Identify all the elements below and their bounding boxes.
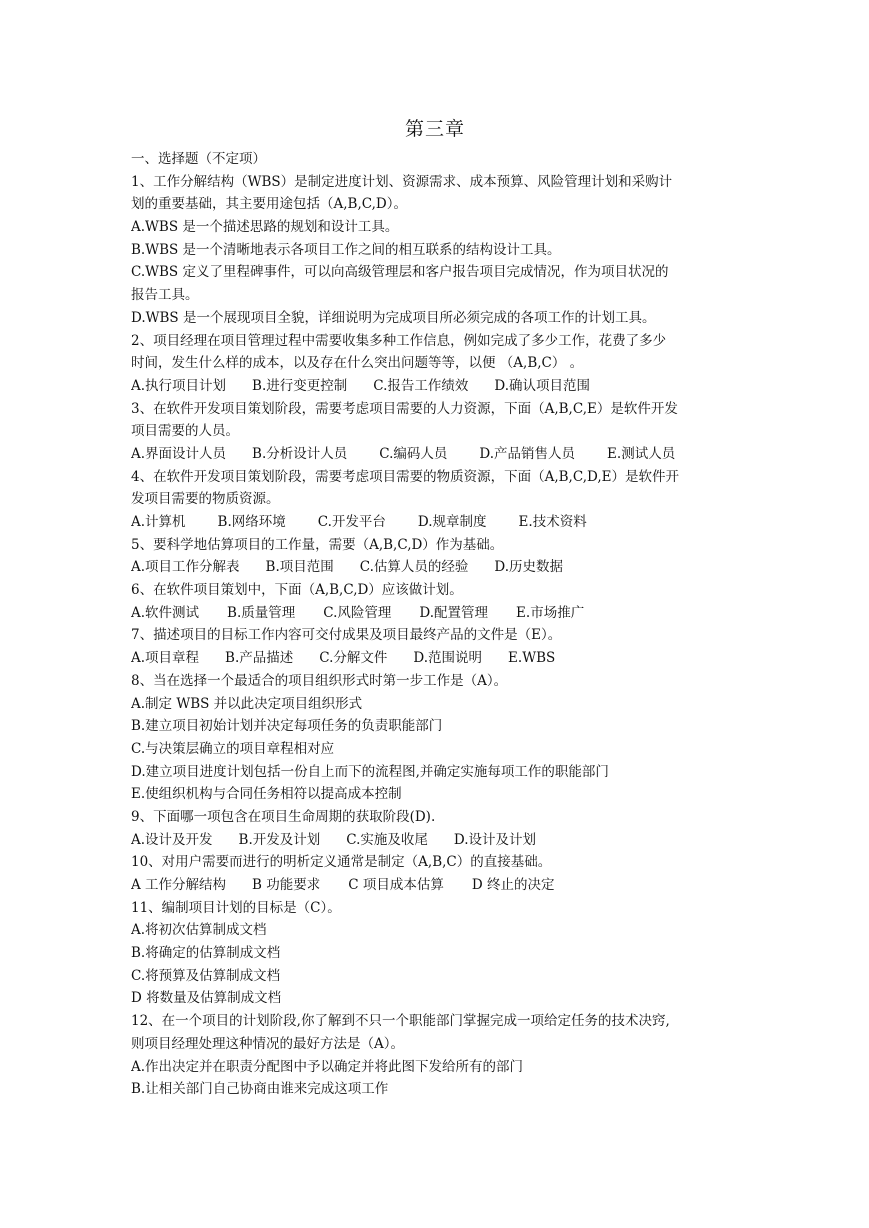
text-line: C.WBS 定义了里程碑事件，可以向高级管理层和客户报告项目完成情况，作为项目状况的: [131, 264, 669, 281]
answer-option: E.WBS: [508, 650, 556, 667]
text-line: C.与决策层确立的项目章程相对应: [131, 740, 335, 757]
text-line: 6、在软件项目策划中，下面（A,B,C,D）应该做计划。: [131, 582, 463, 599]
text-line: 8、当在选择一个最适合的项目组织形式时第一步工作是（A）。: [131, 672, 508, 689]
option-row: [131, 647, 739, 670]
document-body: [131, 148, 739, 1101]
answer-option: D 终止的决定: [471, 877, 555, 893]
option-row: [131, 829, 739, 852]
option-row: [131, 443, 739, 466]
text-line: 12、在一个项目的计划阶段,你了解到不只一个职能部门掌握完成一项给定任务的技术决窍,: [131, 1013, 670, 1030]
answer-option: E.市场推广: [516, 604, 585, 621]
option-row: [131, 556, 739, 579]
text-line: 2、项目经理在项目管理过程中需要收集多种工作信息，例如完成了多少工作，花费了多少: [131, 332, 667, 349]
answer-option: D.确认项目范围: [494, 377, 591, 394]
text-line: 一、选择题（不定项）: [131, 151, 266, 167]
text-line: D.建立项目进度计划包括一份自上而下的流程图,并确定实施每项工作的职能部门: [131, 763, 609, 780]
text-line: B.建立项目初始计划并决定每项任务的负责职能部门: [131, 718, 443, 735]
text-line: 7、描述项目的目标工作内容可交付成果及项目最终产品的文件是（E）。: [131, 627, 562, 644]
answer-option: C 项目成本估算: [348, 877, 444, 893]
text-line: A.将初次估算制成文档: [131, 922, 267, 939]
text-line: 则项目经理处理这种情况的最好方法是（A）。: [131, 1035, 404, 1052]
answer-option: B.进行变更控制: [252, 377, 348, 394]
answer-option: E.测试人员: [607, 445, 676, 462]
answer-option: C.实施及收尾: [346, 831, 428, 848]
text-line: 4、在软件开发项目策划阶段，需要考虑项目需要的物质资源，下面（A,B,C,D,E）是软件开: [131, 468, 679, 485]
answer-option: A.项目章程: [131, 650, 200, 667]
answer-option: A.计算机: [131, 514, 186, 530]
text-line: E.使组织机构与合同任务相符以提高成本控制: [131, 786, 402, 803]
document-page: [131, 112, 739, 1101]
answer-option: C.开发平台: [317, 514, 386, 530]
answer-option: D.配置管理: [419, 604, 489, 621]
answer-option: D.规章制度: [417, 514, 487, 530]
answer-option: A.设计及开发: [131, 831, 213, 848]
text-line: 10、对用户需要而进行的明析定义通常是制定（A,B,C）的直接基础。: [131, 854, 552, 871]
option-row: [131, 602, 739, 625]
answer-option: A.执行项目计划: [131, 377, 227, 394]
option-row: [131, 874, 739, 897]
text-line: C.将预算及估算制成文档: [131, 967, 281, 984]
answer-option: B.项目范围: [265, 559, 334, 576]
answer-option: B.产品描述: [225, 650, 294, 667]
text-line: A.WBS 是一个描述思路的规划和设计工具。: [131, 219, 399, 236]
answer-option: B.分析设计人员: [252, 445, 348, 462]
answer-option: A.软件测试: [131, 604, 200, 621]
text-line: B.让相关部门自己协商由谁来完成这项工作: [131, 1081, 389, 1098]
text-line: 时间，发生什么样的成本，以及存在什么突出问题等等，以便 （A,B,C） 。: [131, 355, 584, 372]
text-line: A.制定 WBS 并以此决定项目组织形式: [131, 695, 363, 712]
text-line: 项目需要的人员。: [131, 423, 239, 440]
answer-option: A.界面设计人员: [131, 445, 227, 462]
text-line: B.WBS 是一个清晰地表示各项目工作之间的相互联系的结构设计工具。: [131, 241, 561, 258]
text-line: 报告工具。: [131, 287, 199, 304]
text-line: 划的重要基础，其主要用途包括（A,B,C,D）。: [131, 196, 407, 213]
answer-option: C.风险管理: [323, 604, 392, 621]
text-line: 11、编制项目计划的目标是（C）。: [131, 899, 341, 916]
answer-option: B.质量管理: [227, 604, 296, 621]
text-line: 5、要科学地估算项目的工作量，需要（A,B,C,D）作为基础。: [131, 536, 504, 553]
answer-option: A 工作分解结构: [131, 877, 227, 893]
text-line: 1、工作分解结构（WBS）是制定进度计划、资源需求、成本预算、风险管理计划和采购计: [131, 173, 673, 190]
answer-option: D.范围说明: [413, 650, 483, 667]
text-line: 发项目需要的物质资源。: [131, 491, 280, 508]
text-line: 3、在软件开发项目策划阶段，需要考虑项目需要的人力资源，下面（A,B,C,E）是软件开发: [131, 400, 678, 417]
answer-option: D.产品销售人员: [479, 445, 576, 462]
text-line: A.作出决定并在职责分配图中予以确定并将此图下发给所有的部门: [131, 1058, 524, 1075]
answer-option: E.技术资料: [518, 514, 587, 530]
answer-option: B 功能要求: [252, 877, 321, 893]
text-line: 9、下面哪一项包含在项目生命周期的获取阶段(D).: [131, 808, 436, 825]
answer-option: D.设计及计划: [453, 831, 537, 848]
option-row: [131, 375, 739, 398]
text-line: B.将确定的估算制成文档: [131, 945, 281, 962]
option-row: [131, 511, 739, 534]
answer-option: C.估算人员的经验: [359, 559, 469, 576]
answer-option: D.历史数据: [494, 559, 564, 576]
answer-option: B.网络环境: [217, 514, 286, 530]
answer-option: C.编码人员: [379, 445, 448, 462]
answer-option: A.项目工作分解表: [131, 559, 240, 576]
answer-option: B.开发及计划: [238, 831, 321, 848]
text-line: D.WBS 是一个展现项目全貌，详细说明为完成项目所必须完成的各项工作的计划工具。: [131, 309, 656, 326]
chapter-title: 第三章: [404, 118, 465, 140]
text-line: D 将数量及估算制成文档: [131, 990, 282, 1007]
answer-option: C.报告工作绩效: [373, 377, 469, 394]
answer-option: C.分解文件: [319, 650, 388, 667]
